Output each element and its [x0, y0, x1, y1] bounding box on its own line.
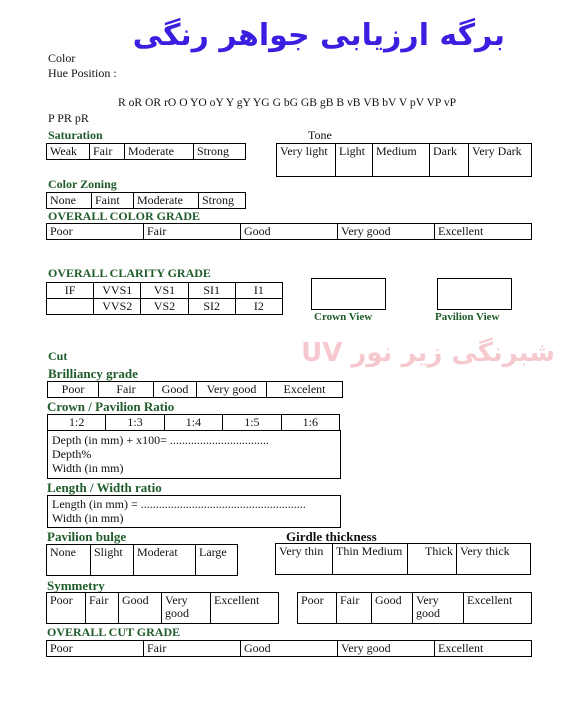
cut-grade-very-good[interactable]: Very good	[338, 641, 435, 657]
clarity-si1[interactable]: SI1	[188, 283, 235, 299]
color-zoning-table	[46, 192, 246, 209]
lw-width-line: Width (in mm)	[52, 511, 124, 525]
cut-grade-excellent[interactable]: Excellent	[435, 641, 532, 657]
zoning-none[interactable]: None	[47, 193, 92, 209]
symmetry-right-fair[interactable]: Fair	[337, 593, 372, 624]
ratio-table	[47, 414, 340, 431]
clarity-table	[46, 282, 283, 315]
ratio-1-4[interactable]: 1:4	[164, 415, 222, 431]
symmetry-right-very-good[interactable]: Very good	[413, 593, 464, 624]
crown-view-label: Crown View	[314, 311, 373, 323]
girdle-very-thin[interactable]: Very thin	[276, 544, 333, 575]
hue-scale-line1: R oR OR rO O YO oY Y gY YG G bG GB gB B vB VB bV V pV VP vP	[118, 96, 457, 109]
depth-box[interactable]	[47, 430, 341, 479]
symmetry-left-poor[interactable]: Poor	[47, 593, 86, 624]
zoning-moderate[interactable]: Moderate	[134, 193, 199, 209]
watermark-text: شبرنگی زیر نور UV	[301, 338, 555, 368]
color-grade-very-good[interactable]: Very good	[338, 224, 435, 240]
cut-grade-poor[interactable]: Poor	[47, 641, 144, 657]
symmetry-right-excellent[interactable]: Excellent	[464, 593, 532, 624]
overall-cut-label: OVERALL CUT GRADE	[47, 625, 181, 639]
clarity-vs1[interactable]: VS1	[141, 283, 188, 299]
ratio-1-3[interactable]: 1:3	[106, 415, 164, 431]
cut-label: Cut	[48, 349, 68, 363]
symmetry-left-very-good[interactable]: Very good	[162, 593, 211, 624]
brilliancy-label: Brilliancy grade	[48, 366, 138, 381]
overall-color-label: OVERALL COLOR GRADE	[48, 209, 201, 223]
tone-light[interactable]: Light	[336, 144, 373, 177]
depth-line: Depth (in mm) + x100= .................................	[52, 433, 269, 447]
brilliancy-excellent[interactable]: Excelent	[267, 382, 343, 398]
clarity-if[interactable]: IF	[47, 283, 94, 299]
tone-very-dark[interactable]: Very Dark	[469, 144, 532, 177]
cut-grade-fair[interactable]: Fair	[144, 641, 241, 657]
symmetry-left-fair[interactable]: Fair	[86, 593, 119, 624]
ratio-1-2[interactable]: 1:2	[48, 415, 106, 431]
girdle-table	[275, 543, 531, 575]
hue-scale-line2: P PR pR	[48, 111, 89, 125]
pavilion-view-box[interactable]	[437, 278, 512, 310]
clarity-i2[interactable]: I2	[235, 299, 282, 315]
overall-cut-table	[46, 640, 532, 657]
zoning-faint[interactable]: Faint	[92, 193, 134, 209]
brilliancy-poor[interactable]: Poor	[48, 382, 99, 398]
symmetry-label: Symmetry	[47, 578, 105, 593]
color-label: Color	[48, 51, 76, 65]
length-width-label: Length / Width ratio	[47, 480, 162, 495]
symmetry-right-good[interactable]: Good	[372, 593, 413, 624]
tone-medium[interactable]: Medium	[373, 144, 430, 177]
brilliancy-table	[47, 381, 343, 398]
saturation-weak[interactable]: Weak	[47, 144, 90, 160]
girdle-very-thick[interactable]: Very thick	[457, 544, 531, 575]
brilliancy-fair[interactable]: Fair	[99, 382, 154, 398]
depth-width-line: Width (in mm)	[52, 461, 124, 475]
symmetry-left-excellent[interactable]: Excellent	[211, 593, 279, 624]
overall-color-table	[46, 223, 532, 240]
bulge-slight[interactable]: Slight	[91, 545, 134, 576]
depth-percent: Depth%	[52, 447, 92, 461]
tone-table	[276, 143, 532, 177]
pavilion-bulge-label: Pavilion bulge	[47, 529, 127, 544]
girdle-thick[interactable]: Thick	[408, 544, 457, 575]
brilliancy-good[interactable]: Good	[154, 382, 197, 398]
crown-view-box[interactable]	[311, 278, 386, 310]
saturation-moderate[interactable]: Moderate	[125, 144, 194, 160]
zoning-strong[interactable]: Strong	[199, 193, 246, 209]
symmetry-table-left	[46, 592, 279, 624]
ratio-1-6[interactable]: 1:6	[281, 415, 339, 431]
color-grade-excellent[interactable]: Excellent	[435, 224, 532, 240]
color-zoning-label: Color Zoning	[48, 177, 117, 191]
tone-very-light[interactable]: Very light	[277, 144, 336, 177]
saturation-fair[interactable]: Fair	[90, 144, 125, 160]
girdle-label: Girdle thickness	[286, 529, 377, 544]
bulge-none[interactable]: None	[47, 545, 91, 576]
ratio-1-5[interactable]: 1:5	[223, 415, 281, 431]
girdle-thin-medium[interactable]: Thin Medium	[333, 544, 408, 575]
page-title: برگه ارزیابی جواهر رنگی	[132, 18, 505, 53]
pavilion-bulge-table	[46, 544, 238, 576]
clarity-vvs1[interactable]: VVS1	[94, 283, 141, 299]
clarity-vvs2[interactable]: VVS2	[94, 299, 141, 315]
color-grade-fair[interactable]: Fair	[144, 224, 241, 240]
symmetry-table-right	[297, 592, 532, 624]
tone-dark[interactable]: Dark	[430, 144, 469, 177]
color-grade-good[interactable]: Good	[241, 224, 338, 240]
saturation-strong[interactable]: Strong	[194, 144, 246, 160]
brilliancy-very-good[interactable]: Very good	[197, 382, 267, 398]
saturation-label: Saturation	[48, 128, 103, 142]
clarity-empty	[47, 299, 94, 315]
symmetry-right-poor[interactable]: Poor	[298, 593, 337, 624]
bulge-large[interactable]: Large	[196, 545, 238, 576]
overall-clarity-label: OVERALL CLARITY GRADE	[48, 266, 211, 280]
length-width-box[interactable]	[47, 495, 341, 528]
cut-grade-good[interactable]: Good	[241, 641, 338, 657]
length-line: Length (in mm) = .......................................................	[52, 497, 306, 511]
crown-pavilion-label: Crown / Pavilion Ratio	[47, 399, 175, 414]
bulge-moderat[interactable]: Moderat	[134, 545, 196, 576]
symmetry-left-good[interactable]: Good	[119, 593, 162, 624]
clarity-i1[interactable]: I1	[235, 283, 282, 299]
saturation-table	[46, 143, 246, 160]
tone-label: Tone	[308, 128, 332, 142]
clarity-si2[interactable]: SI2	[188, 299, 235, 315]
color-grade-poor[interactable]: Poor	[47, 224, 144, 240]
hue-position-label: Hue Position :	[48, 66, 117, 80]
pavilion-view-label: Pavilion View	[435, 311, 500, 323]
clarity-vs2[interactable]: VS2	[141, 299, 188, 315]
